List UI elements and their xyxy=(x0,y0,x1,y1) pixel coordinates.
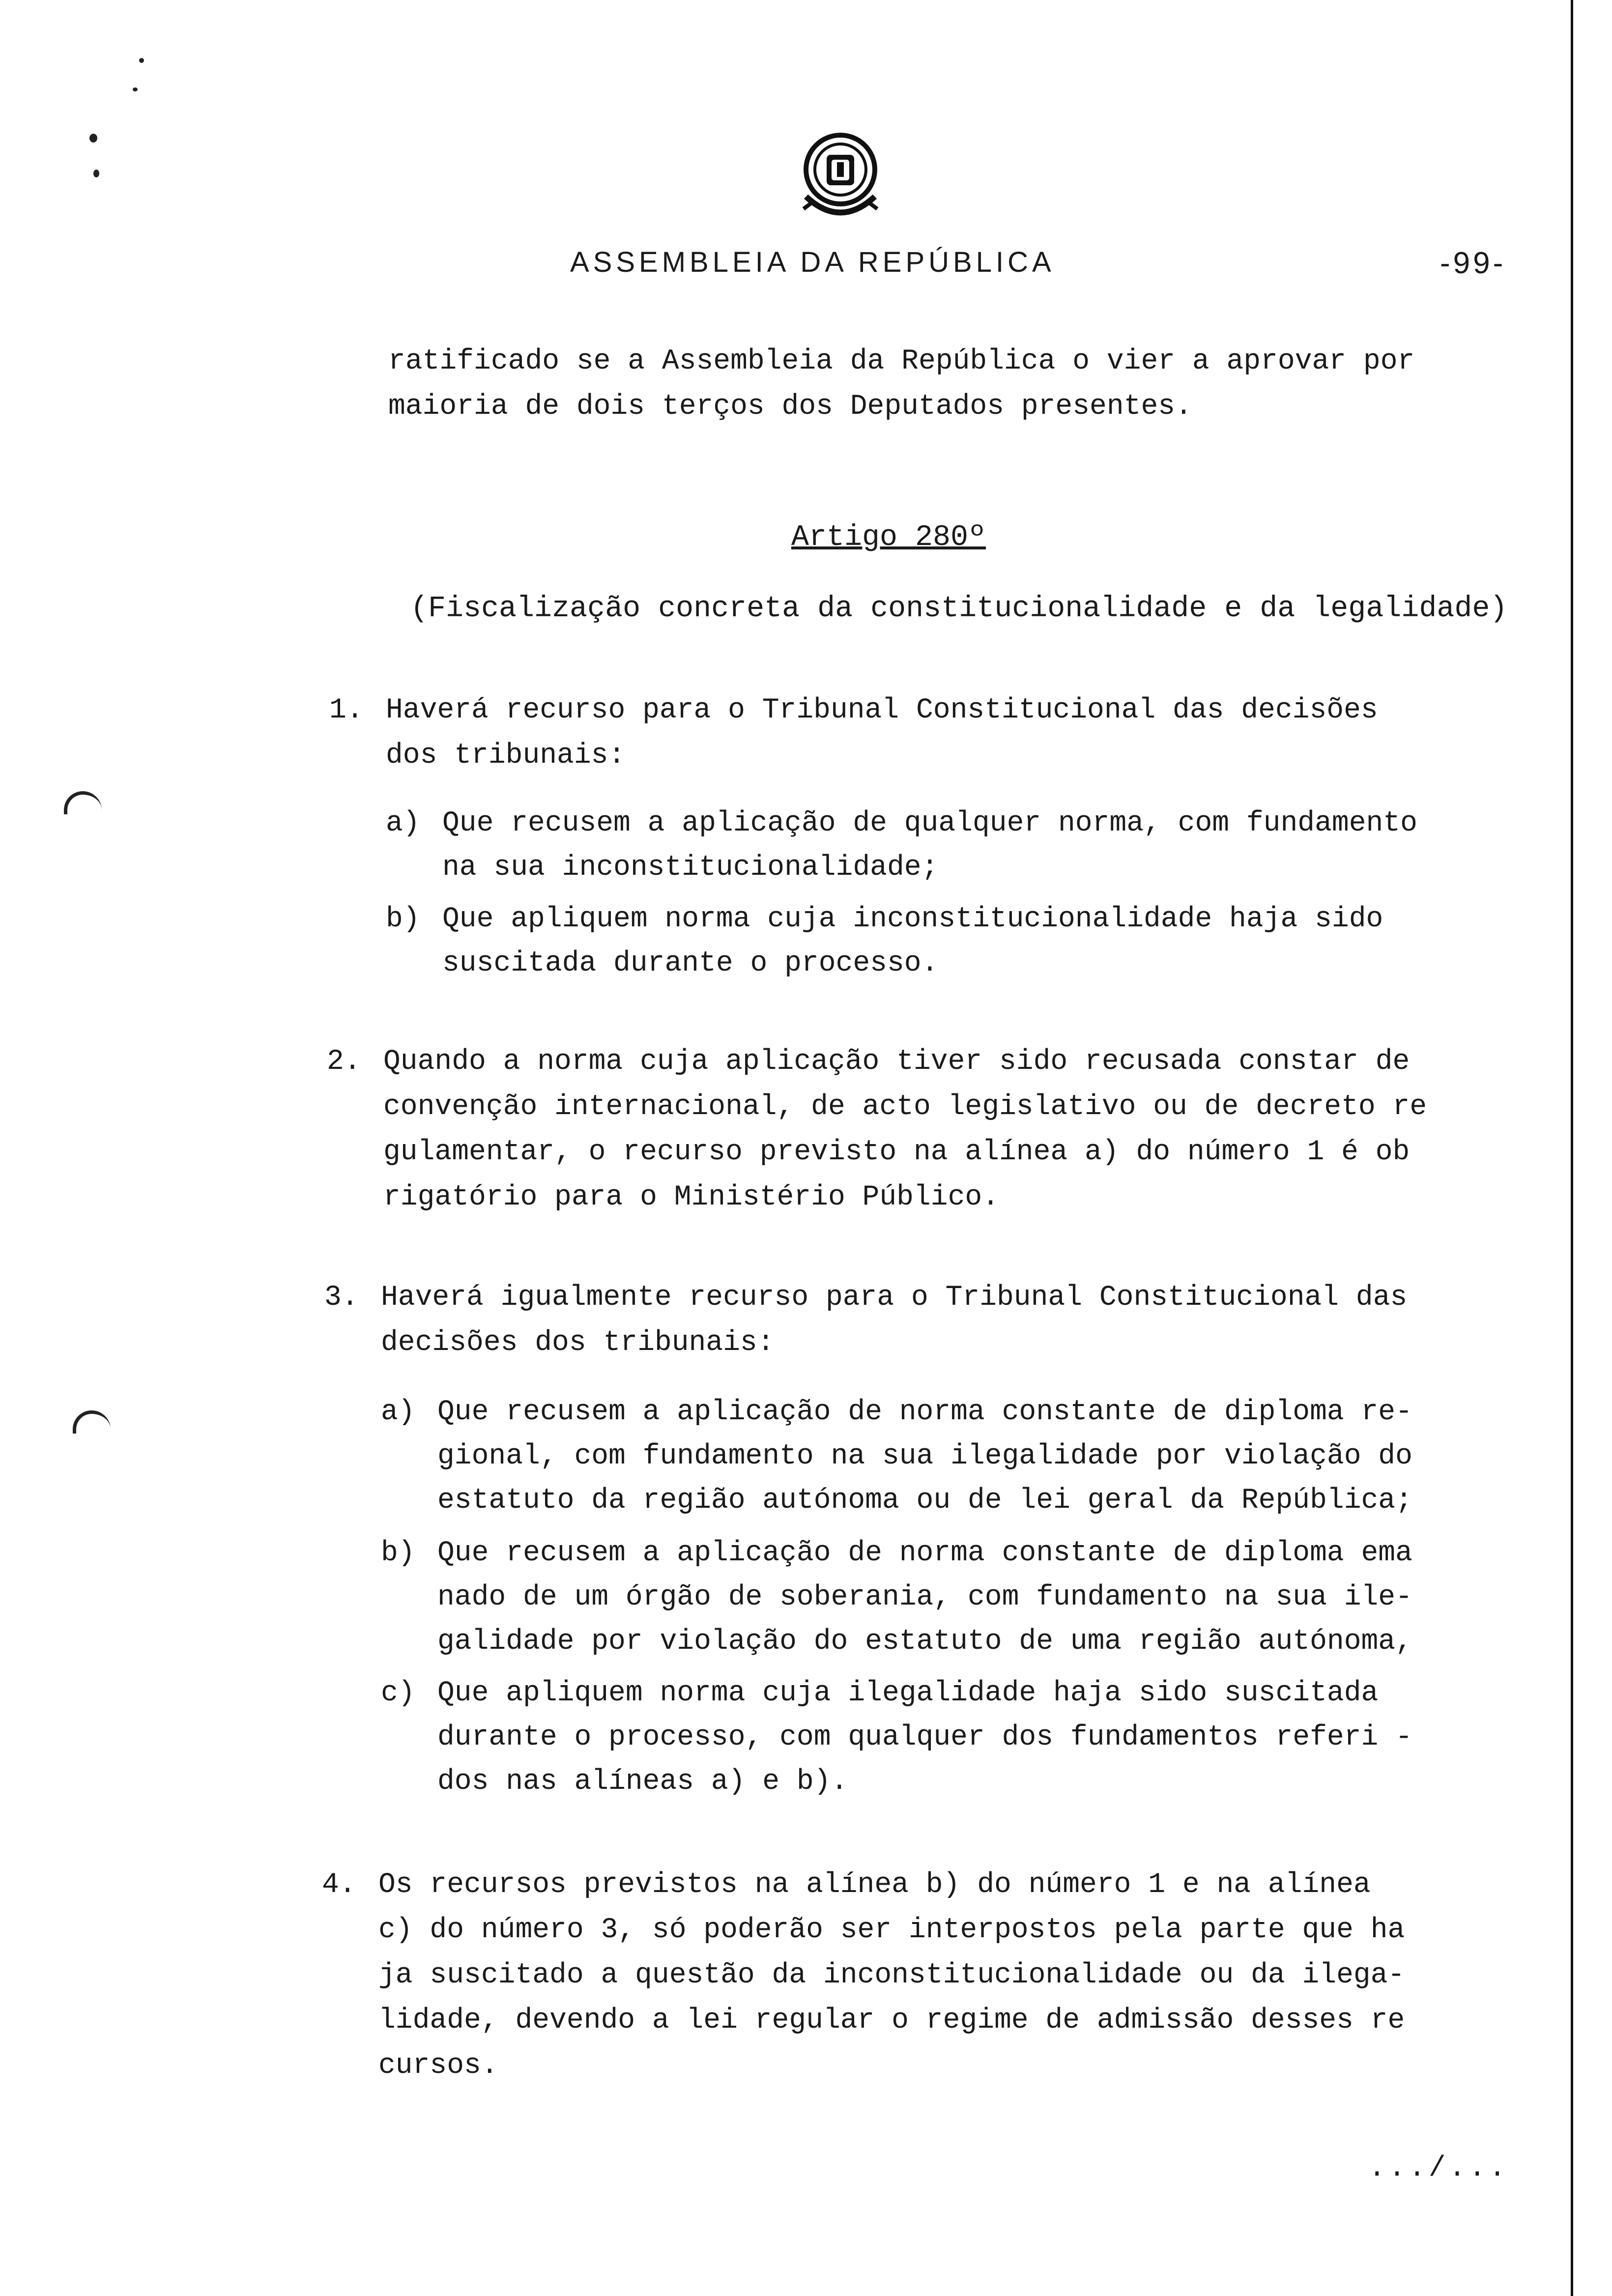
item-line: nado de um órgão de soberania, com fundamento na sua ile- xyxy=(437,1581,1412,1613)
page-edge-line xyxy=(1571,0,1573,2296)
item-letter: a) xyxy=(381,1396,415,1428)
item-line: na sua inconstitucionalidade; xyxy=(442,852,939,884)
page-number: -99- xyxy=(1440,246,1506,280)
item-line: suscitada durante o processo. xyxy=(442,947,939,979)
section-number: 1. xyxy=(329,694,364,726)
coat-of-arms-icon xyxy=(791,123,890,231)
item-line: gional, com fundamento na sua ilegalidade por violação do xyxy=(437,1440,1412,1472)
section-number: 2. xyxy=(327,1046,361,1078)
item-line: Que apliquem norma cuja inconstitucionalidade haja sido xyxy=(442,903,1383,935)
item-line: Que recusem a aplicação de qualquer norma, com fundamento xyxy=(442,807,1417,839)
item-line: galidade por violação do estatuto de uma região autónoma, xyxy=(437,1626,1412,1658)
scan-mark xyxy=(93,170,99,177)
scan-mark xyxy=(139,58,144,63)
item-letter: b) xyxy=(386,903,420,935)
scan-arc-mark xyxy=(73,1410,111,1434)
section-line: gulamentar, o recurso previsto na alínea a) do número 1 é ob xyxy=(383,1136,1410,1168)
scan-mark xyxy=(89,134,97,143)
item-line: Que recusem a aplicação de norma constante de diploma re- xyxy=(437,1396,1412,1428)
continuation-mark: .../... xyxy=(1368,2152,1509,2184)
section-line: Haverá igualmente recurso para o Tribunal Constitucional das xyxy=(381,1282,1408,1314)
section-line: rigatório para o Ministério Público. xyxy=(383,1181,1000,1213)
scan-arc-mark xyxy=(64,791,102,814)
intro-line: ratificado se a Assembleia da República o vier a aprovar por xyxy=(388,345,1415,377)
item-line: dos nas alíneas a) e b). xyxy=(437,1766,848,1798)
section-line: Os recursos previstos na alínea b) do número 1 e na alínea xyxy=(378,1869,1371,1901)
item-line: durante o processo, com qualquer dos fundamentos referi - xyxy=(437,1722,1412,1753)
item-line: Que recusem a aplicação de norma constante de diploma ema xyxy=(437,1537,1412,1569)
section-line: cursos. xyxy=(378,2050,498,2082)
item-letter: c) xyxy=(381,1677,415,1709)
scan-mark xyxy=(133,87,138,91)
section-line: ja suscitado a questão da inconstitucionalidade ou da ilega- xyxy=(378,1959,1405,1991)
item-line: Que apliquem norma cuja ilegalidade haja sido suscitada xyxy=(437,1677,1379,1709)
intro-line: maioria de dois terços dos Deputados presentes. xyxy=(388,391,1192,423)
item-letter: a) xyxy=(386,807,420,839)
section-line: decisões dos tribunais: xyxy=(381,1327,775,1359)
section-line: c) do número 3, só poderão ser interpostos pela parte que ha xyxy=(378,1914,1405,1946)
institution-header: ASSEMBLEIA DA REPÚBLICA xyxy=(570,246,1055,278)
article-subtitle: (Fiscalização concreta da constitucionalidade e da legalidade) xyxy=(410,592,1508,626)
section-number: 3. xyxy=(324,1282,359,1314)
section-line: convenção internacional, de acto legislativo ou de decreto re xyxy=(383,1091,1427,1123)
section-number: 4. xyxy=(322,1869,356,1901)
item-letter: b) xyxy=(381,1537,415,1569)
article-title: Artigo 280º xyxy=(791,521,986,554)
section-line: Haverá recurso para o Tribunal Constitucional das decisões xyxy=(386,694,1378,726)
section-line: lidade, devendo a lei regular o regime de admissão desses re xyxy=(378,2005,1405,2037)
section-line: Quando a norma cuja aplicação tiver sido recusada constar de xyxy=(383,1046,1410,1078)
section-line: dos tribunais: xyxy=(386,740,626,772)
item-line: estatuto da região autónoma ou de lei geral da República; xyxy=(437,1485,1412,1517)
